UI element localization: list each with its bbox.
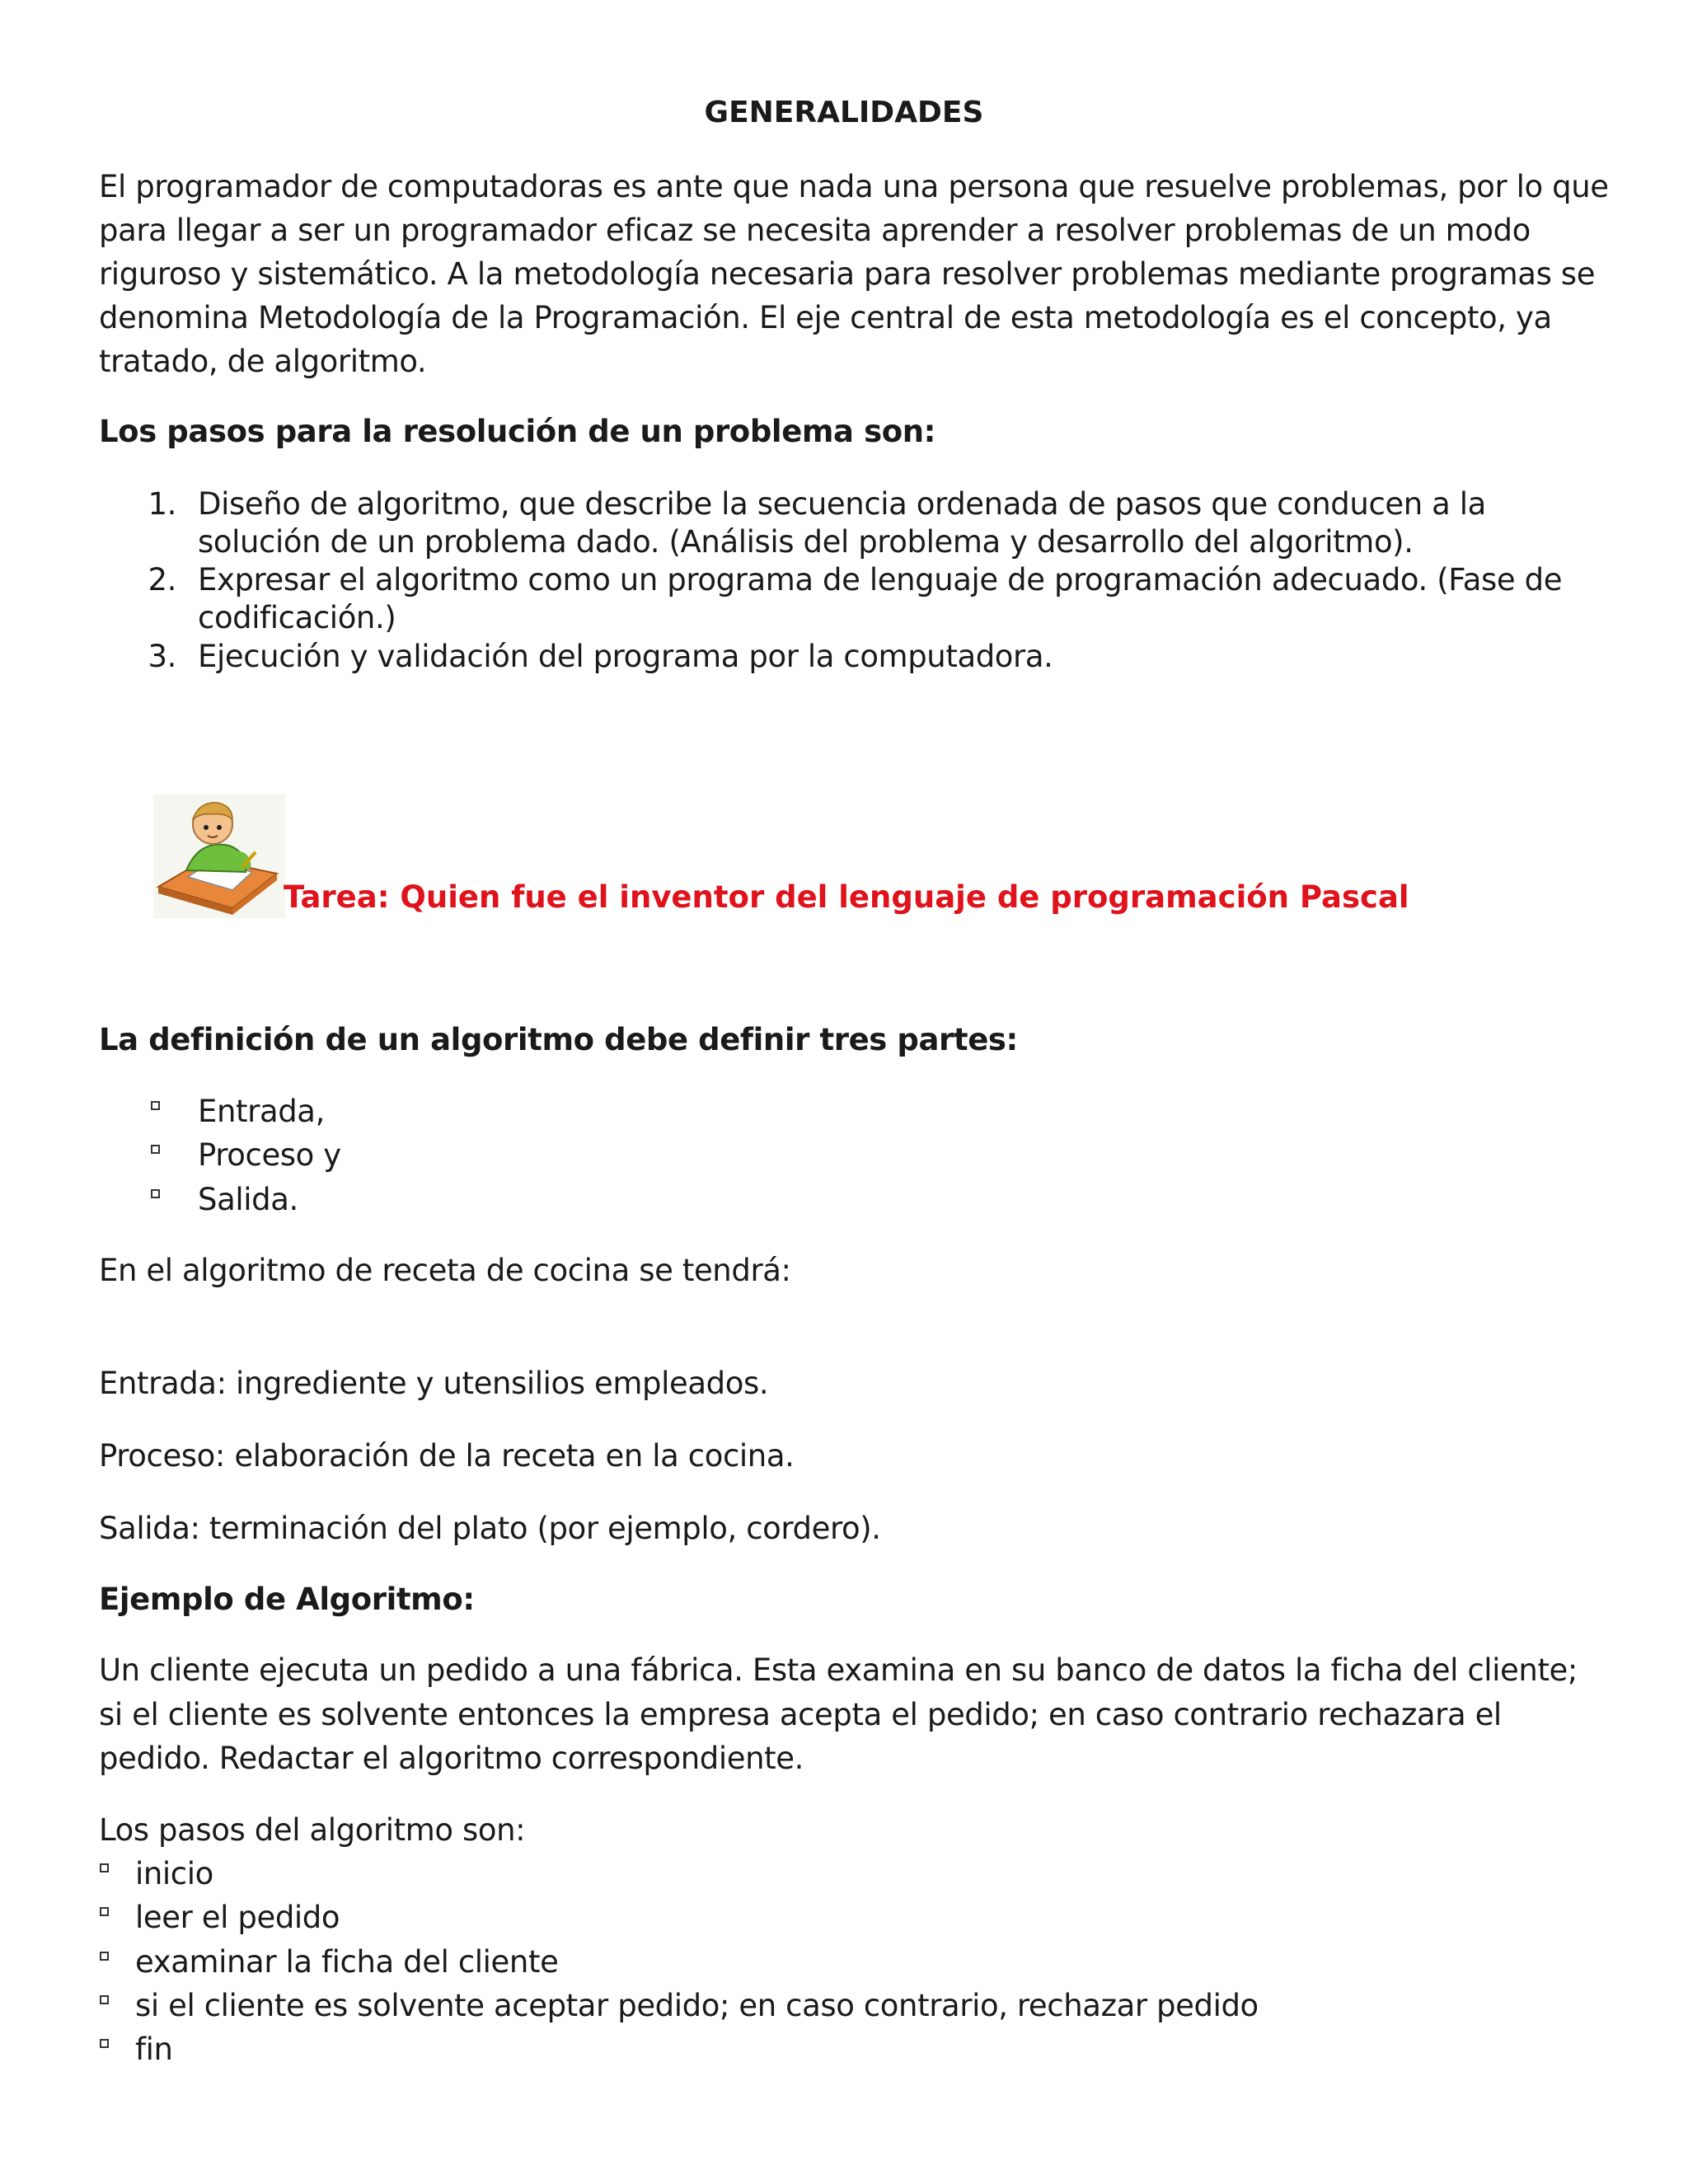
- step-text: Ejecución y validación del programa por la computadora.: [198, 639, 1053, 674]
- definition-heading: La definición de un algoritmo debe definir tres partes:: [99, 1022, 1018, 1057]
- recipe-intro: En el algoritmo de receta de cocina se tendrá:: [99, 1253, 791, 1288]
- example-line: Un cliente ejecuta un pedido a una fábrica. Esta examina en su banco de datos la ficha del cliente;: [99, 1652, 1578, 1688]
- square-bullet-icon: [100, 1907, 109, 1916]
- algorithm-intro: Los pasos del algoritmo son:: [99, 1812, 526, 1848]
- step-text: Expresar el algoritmo como un programa de lenguaje de programación adecuado. (Fase de: [198, 562, 1563, 598]
- list-item: Entrada,: [198, 1094, 325, 1129]
- recipe-line: Entrada: ingrediente y utensilios empleados.: [99, 1366, 769, 1401]
- square-bullet-icon: [151, 1145, 160, 1154]
- algorithm-step: examinar la ficha del cliente: [135, 1944, 559, 1980]
- step-number: 2.: [148, 562, 176, 598]
- square-bullet-icon: [151, 1189, 160, 1198]
- student-writing-icon: [153, 794, 285, 918]
- example-line: si el cliente es solvente entonces la empresa acepta el pedido; en caso contrario rechazara el: [99, 1697, 1502, 1732]
- intro-line: riguroso y sistemático. A la metodología necesaria para resolver problemas mediante programas se: [99, 256, 1596, 292]
- step-number: 1.: [148, 486, 176, 522]
- algorithm-step: leer el pedido: [135, 1900, 340, 1935]
- step-number: 3.: [148, 639, 176, 674]
- intro-line: para llegar a ser un programador eficaz se necesita aprender a resolver problemas de un modo: [99, 213, 1531, 248]
- square-bullet-icon: [100, 1952, 109, 1961]
- page-title: GENERALIDADES: [704, 96, 984, 129]
- example-heading: Ejemplo de Algoritmo:: [99, 1582, 475, 1617]
- step-text: codificación.): [198, 600, 396, 635]
- square-bullet-icon: [100, 2039, 109, 2048]
- square-bullet-icon: [100, 1863, 109, 1872]
- example-line: pedido. Redactar el algoritmo correspondiente.: [99, 1741, 804, 1776]
- list-item: Proceso y: [198, 1137, 341, 1173]
- algorithm-step: si el cliente es solvente aceptar pedido; en caso contrario, rechazar pedido: [135, 1988, 1259, 2023]
- intro-line: tratado, de algoritmo.: [99, 344, 427, 379]
- step-text: solución de un problema dado. (Análisis del problema y desarrollo del algoritmo).: [198, 524, 1414, 560]
- square-bullet-icon: [100, 1995, 109, 2004]
- algorithm-step: inicio: [135, 1856, 213, 1891]
- list-item: Salida.: [198, 1182, 298, 1217]
- recipe-line: Proceso: elaboración de la receta en la cocina.: [99, 1438, 795, 1474]
- square-bullet-icon: [151, 1101, 160, 1110]
- recipe-line: Salida: terminación del plato (por ejemplo, cordero).: [99, 1511, 881, 1546]
- intro-line: denomina Metodología de la Programación. El eje central de esta metodología es el concepto, ya: [99, 300, 1552, 335]
- homework-prompt: Tarea: Quien fue el inventor del lenguaje de programación Pascal: [284, 879, 1409, 915]
- steps-heading: Los pasos para la resolución de un problema son:: [99, 414, 936, 449]
- intro-line: El programador de computadoras es ante que nada una persona que resuelve problemas, por lo que: [99, 169, 1609, 204]
- step-text: Diseño de algoritmo, que describe la secuencia ordenada de pasos que conducen a la: [198, 486, 1486, 522]
- algorithm-step: fin: [135, 2032, 173, 2067]
